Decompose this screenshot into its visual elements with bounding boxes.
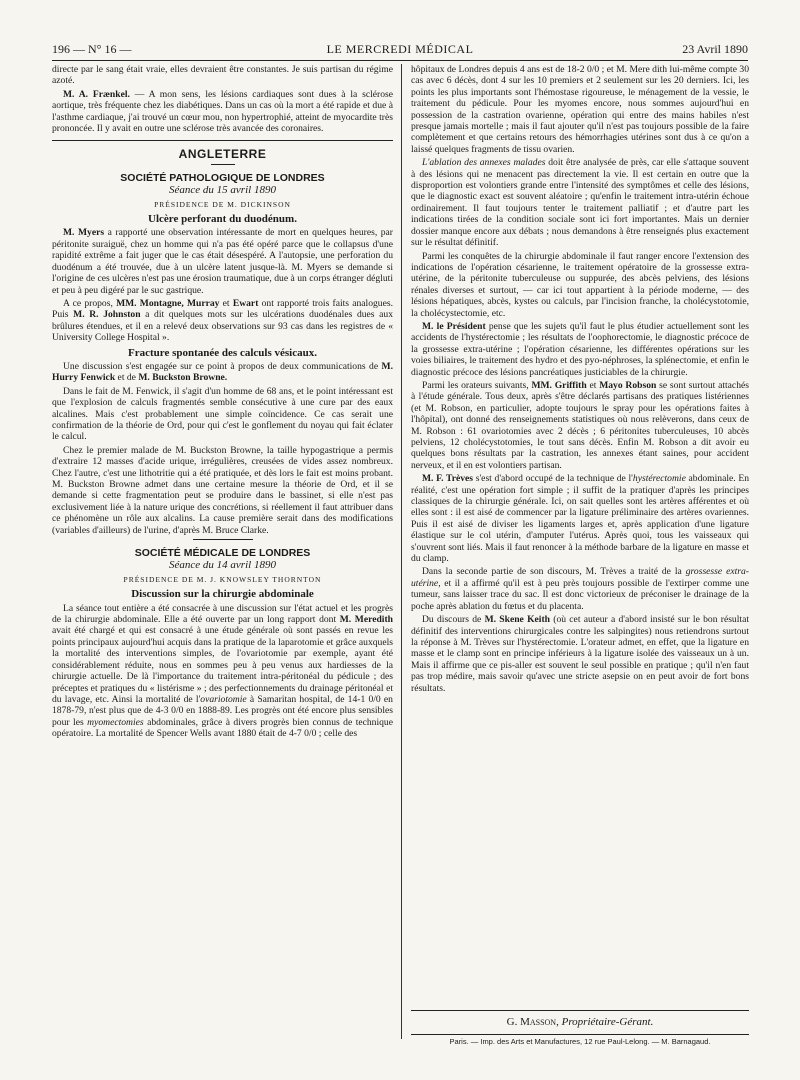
session-date: Séance du 14 avril 1890 xyxy=(169,559,276,572)
paragraph-text: et de xyxy=(115,372,139,384)
paragraph: hôpitaux de Londres depuis 4 ans est de 18-2 0/0 ; et M. Mere dith lui-même compte 30 cas avec 6 décès, dont 4 sur les 10 premiers et 2 seulement sur les 20 derniers. Ici, les points les plus importants sont l'hémostase rigoureuse, le ménagement de la vessie, le traitement du pédicule. Pour les myomes encore, nous sommes aujourd'hui en possession de la castration ovarienne, opération qui entre des mains habiles n'est presque jamais mortelle ; mais il faut ajouter qu'il n'est pas toujours possible de la faire complètement et que certains retours des hémorrhagies utérines sont dus à ce qu'on a laissé quelques fragments de tissu ovarien. xyxy=(411,64,749,155)
page-header xyxy=(52,40,748,58)
paragraph-text: et xyxy=(219,297,233,309)
emphasis: hystérectomie xyxy=(632,473,686,485)
country-heading: ANGLETERRE xyxy=(178,147,267,162)
publisher-name: G. Masson, xyxy=(506,1016,559,1028)
heading-rule xyxy=(211,164,235,165)
speaker-name: MM. Montagne, Murray xyxy=(116,297,220,309)
speaker-name: M. A. Frænkel. xyxy=(63,88,130,100)
paragraph-text: avait été chargé et qui est consacré à une étude générale où sont passés en revue les points principaux aujourd'hui acquis dans la pratique de la laparotomie et grâce auxquels la mortalité des interventions simples, de l'ovariotomie par exemple, ayant été considérablement réduite, nous en sommes peu à peu venus aux hardiesses de la chirurgie actuelle. De là l'importance du traitement intra-péritonéal du pédicule ; des préceptes et pratiques du « listérisme » ; des perfectionnements du drainage péritonéal et du lavage, etc. Ainsi la mortalité de l' xyxy=(52,625,393,705)
paragraph xyxy=(411,157,749,248)
session-date: Séance du 15 avril 1890 xyxy=(169,184,276,197)
society-heading: SOCIÉTÉ PATHOLOGIQUE DE LONDRES xyxy=(120,171,325,184)
emphasis: L'ablation des annexes malades xyxy=(422,157,546,169)
paragraph: Dans le fait de M. Fenwick, il s'agit d'un homme de 68 ans, et le point intéressant est que l'explosion de calculs fragmentés semble consécutive à une cure par des eaux alcalines. Mais c'est probablement une simple coïncidence. Ce cas serait une confirmation de la théorie de Ord, pour qui c'est le gonflement du noyau qui fait éclater le calcul. xyxy=(52,385,393,443)
paragraph xyxy=(52,361,393,384)
speaker-name: M. Myers xyxy=(63,227,105,239)
speaker-name: M. R. Johnston xyxy=(73,309,141,321)
paragraph xyxy=(52,89,393,135)
paragraph-text: doit être analysée de près, car elle s'attaque souvent à des lésions qui ne menacent pas directement la vie. Il est certain en outre que la disproportion est volontiers grande entre l'intensité des symptômes et celle des lésions, que le diagnostic exact est souvent aléatoire ; qu'enfin le traitement intra-utérin échoue ordinairement. Il faut toujours tenter le traitement palliatif ; et d'autre part les indications tirées de la condition sociale sont ici fort importantes. Mais un dernier dossier manque encore aux débats ; nous demandons à être renseignés plus exactement sur le résultat définitif. xyxy=(411,157,749,249)
paragraph xyxy=(411,473,749,564)
paragraph-text: a rapporté une observation intéressante de mort en quelques heures, par péritonite suraiguë, chez un homme qui n'a pas été opéré parce que le collapsus d'une rapidité extrême a fait juger que le cas était désespéré. A l'autopsie, une perforation du duodénum a été trouvée, due à un ulcère latent jusque-là. M. Myers se demande si l'origine de ces ulcères n'est pas une érosion traumatique, due à un corps étranger dégluti et peu à peu digéré par le suc gastrique. xyxy=(52,227,393,296)
emphasis: myomectomies xyxy=(87,716,144,728)
paragraph xyxy=(411,566,749,612)
speaker-name: MM. Griffith xyxy=(531,379,587,391)
paragraph-text: ont rapporté trois faits analogues. Puis xyxy=(52,297,393,321)
presidency: PRÉSIDENCE DE M. DICKINSON xyxy=(154,199,291,209)
paragraph-text: — A mon sens, les lésions cardiaques sont dues à la sclérose aortique, très fréquente chez les diabétiques. Dans un cas où la mort a été rapide et due à l'asthme cardiaque, j'ai trouvé un cœur mou, non hypertrophié, atteint de myocardite très prononcée. Il y avait en outre une sclérose très avancée des coronaires. xyxy=(52,88,393,135)
paragraph-text: Une discussion s'est engagée sur ce point à propos de deux communications de xyxy=(63,360,382,372)
footer-rule xyxy=(411,1034,749,1035)
emphasis: ovariotomie xyxy=(200,693,247,705)
publisher-role: Propriétaire-Gérant. xyxy=(561,1016,654,1028)
paragraph: Parmi les conquêtes de la chirurgie abdominale il faut ranger encore l'extension des indications de l'opération césarienne, le traitement opératoire de la grossesse extra-utérine, de la péritonite tuberculeuse ou suppurée, des abcès pelviens, des lésions rénales diverses et surtout, — car ici tout appartient à la période moderne, — des lésions hépatiques, abcès, kystes ou calculs, par l'incision franche, la cholécystotomie, la cholécystectomie, etc. xyxy=(411,250,749,319)
section-rule xyxy=(52,140,393,141)
paragraph-text: pense que les sujets qu'il faut le plus étudier actuellement sont les accidents de l'hystérectomie ; les résultats de l'oophorectomie, le diagnostic précoce de la grossesse extra-utérine ; l'opération césarienne, les différentes opérations sur les voies biliaires, le traitement des hydro et des pyo-néphroses, la splénectomie, et enfin le diagnostic précoce des lésions pancréatiques justiciables de la chirurgie. xyxy=(411,320,749,378)
page-number: 196 — N° 16 — xyxy=(52,42,132,56)
paragraph-text: Dans la seconde partie de son discours, M. Trèves a traité de la xyxy=(422,566,686,578)
paragraph xyxy=(411,380,749,471)
paragraph-text: (où cet auteur a d'abord insisté sur le bon résultat définitif des interventions chirurgicales contre les salpingites) nous retiendrons surtout la réponse à M. Trèves sur l'hystérectomie. L'orateur admet, en effet, que la ligature en masse et le clamp sont en principe inférieurs à la ligature isolée des vaisseaux un à un. Mais il affirme que ce pis-aller est souvent le seul possible en pratique ; qu'il n'en faut pas trop médire, mais savoir qu'avec une stricte asepsie on en peut avoir de fort bons résultats. xyxy=(411,614,749,694)
paragraph-text: La séance tout entière a été consacrée à une discussion sur l'état actuel et les progrès de la chirurgie abdominale. Elle a été ouverte par un long rapport dont xyxy=(52,602,393,626)
paragraph: Chez le premier malade de M. Buckston Browne, la taille hypogastrique a permis d'extraire 12 masses d'acide urique, irrégulières, creusées de vides assez nombreux. Chez l'autre, c'est une lithotritie qui a été pratiquée, et dès lors le fait est moins probant. M. Buckston Browne admet dans une certaine mesure la théorie de Ord, et il se demande si cette fragmentation peut se produire dans le bassinet, si elle n'est pas exclusivement liée à la nature urique des concrétions, si réellement il faut attribuer dans ce phénomène un rôle aux alcalins. La cause première serait dans des modifications (variables d'ailleurs) de l'urine, d'après M. Bruce Clarke. xyxy=(52,444,393,536)
speaker-name: M. Buckston Browne. xyxy=(138,372,228,384)
topic-heading: Discussion sur la chirurgie abdominale xyxy=(131,588,314,601)
paragraph xyxy=(52,603,393,740)
paragraph-text: s'est d'abord occupé de la technique de l' xyxy=(473,473,633,485)
speaker-name: M. le Président xyxy=(422,320,486,332)
emphasis: grossesse extra-utérine xyxy=(411,566,749,589)
paragraph xyxy=(52,227,393,295)
left-column xyxy=(52,64,393,742)
issue-date: 23 Avril 1890 xyxy=(682,42,748,56)
paragraph-text: Du discours de xyxy=(422,614,485,626)
paragraph-text: A ce propos, xyxy=(63,297,117,309)
paragraph-text: à Samaritan hospital, de 14-1 0/0 en 1878-79, n'est plus que de 4-3 0/0 en 1888-89. Les progrès ont été encore plus sensibles pour les xyxy=(52,693,393,728)
paragraph-text: a dit quelques mots sur les ulcérations duodénales dues aux brûlures étendues, et il en a relevé deux observations sur 93 cas dans les registres de « University College Hospital ». xyxy=(52,309,394,344)
presidency: PRÉSIDENCE DE M. J. KNOWSLEY THORNTON xyxy=(123,574,322,584)
paragraph-text: se sont surtout attachés à l'étude générale. Tous deux, après s'être déclarés partisans des pratiques listériennes (et M. Robson, en particulier, adopte toujours le spray pour les opérations faites à l'hôpital), ont donné des renseignements statistiques où nous relèverons, dans ceux de M. Robson : 61 ovariotomies avec 2 décès ; 6 péritonites tuberculeuses, 10 abcès pelviens, 12 cholécystotomies, le tout sans décès. Enfin M. Robson a dit avoir eu quelques bons résultats par la castration, les annexes étant saines, pour accident nerveux, et il en est volontiers partisan. xyxy=(411,379,749,471)
header-rule xyxy=(52,60,748,61)
speaker-name: Mayo Robson xyxy=(599,379,657,391)
paragraph: directe par le sang était vraie, elles devraient être constantes. Je suis partisan du régime azoté. xyxy=(52,64,393,87)
paragraph xyxy=(411,321,749,378)
society-heading: SOCIÉTÉ MÉDICALE DE LONDRES xyxy=(134,547,311,560)
journal-title: LE MERCREDI MÉDICAL xyxy=(326,42,474,56)
speaker-name: M. F. Trèves xyxy=(422,473,474,485)
speaker-name: Ewart xyxy=(232,297,259,309)
paragraph-text: et xyxy=(586,379,600,391)
printer-line: Paris. — Imp. des Arts et Manufactures, 12 rue Paul-Lelong. — M. Barnagaud. xyxy=(449,1037,711,1046)
paragraph-text: abdominales, grâce à divers progrès bien connus de technique opératoire. La mortalité de Spencer Wells avant 1880 était de 4-7 0/0 ; celle des xyxy=(52,716,393,740)
publisher-signature xyxy=(411,1016,749,1028)
paragraph xyxy=(411,614,749,694)
paragraph-text: Parmi les orateurs suivants, xyxy=(422,379,532,391)
speaker-name: M. Meredith xyxy=(339,614,393,626)
right-column xyxy=(411,64,749,696)
footer-top-rule xyxy=(411,1010,749,1011)
speaker-name: M. Skene Keith xyxy=(484,614,550,626)
topic-heading: Fracture spontanée des calculs vésicaux. xyxy=(128,346,317,359)
column-divider xyxy=(401,64,402,1039)
speaker-name: M. Hurry Fenwick xyxy=(52,360,393,384)
section-rule xyxy=(193,539,253,540)
topic-heading: Ulcère perforant du duodénum. xyxy=(148,213,297,226)
paragraph xyxy=(52,298,393,344)
paragraph-text: abdominale. En réalité, c'est une opération fort simple ; il suffit de la pratiquer d'après les principes classiques de la chirurgie générale. Ici, on sait quelles sont les artères afférentes et où elles sont : il est aisé de commencer par la ligature préliminaire des artères ovariennes. Puis il est aisé de diviser les ligaments larges et, après application d'une ligature élastique sur le col utérin, d'amputer l'utérus. Après quoi, tous les vaisseaux qui s'ouvrent sont liés. Mais il faut renoncer à la méthode barbare de la ligature en masse et du clamp. xyxy=(411,473,750,565)
paragraph-text: , et il a affirmé qu'il est à peu près toujours possible de l'extirper comme une tumeur, sans laisser trace du sac. Il est donc victorieux de préconiser le drainage de la poche après ablation du fœtus et du placenta. xyxy=(411,577,749,612)
